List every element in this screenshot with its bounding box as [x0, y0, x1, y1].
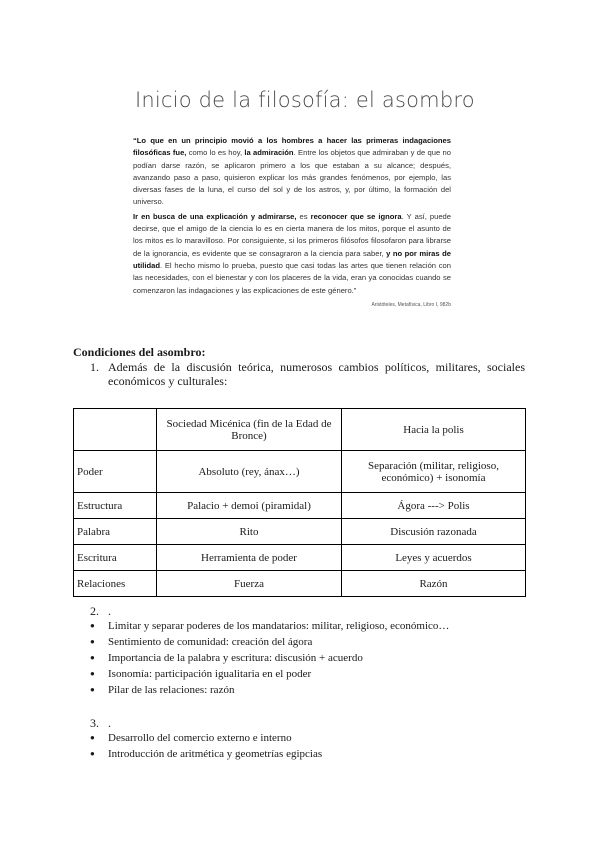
- list-number: 1.: [90, 360, 99, 374]
- quote-block: [133, 135, 451, 311]
- table-cell: Estructura: [74, 493, 157, 519]
- table-cell: [74, 409, 157, 451]
- quote-source: Aristóteles, Metafísica, Libro I, 982b: [371, 301, 451, 308]
- table-row: [74, 545, 526, 571]
- table-cell: Separación (militar, religioso, económico) + isonomía: [342, 451, 526, 493]
- list-text: .: [108, 716, 111, 730]
- list-number: 3.: [90, 716, 99, 730]
- quote-paragraph-1: “Lo que en un principio movió a los hombres a hacer las primeras indagaciones filosóficas fue, como lo es hoy, la admiración. Entre los objetos que admiraban y de que no podían darse razón, se aplicaron primero a los que estaban a su alcance; después, avanzando paso a paso, quisieron explicar los más grandes fenómenos, por ejemplo, las diversas fases de la luna, el curso del sol y de los astros, y, por último, la formación del universo.: [133, 136, 451, 207]
- list-item: ● Introducción de aritmética y geometrías egipcias: [90, 746, 322, 762]
- table-row: [74, 493, 526, 519]
- table-cell: Poder: [74, 451, 157, 493]
- list-text: Además de la discusión teórica, numerosos cambios políticos, militares, sociales económicos y culturales:: [108, 360, 525, 388]
- quote-paragraph-2: Ir en busca de una explicación y admirarse, es reconocer que se ignora. Y así, puede decirse, que el amigo de la ciencia lo es en cierta manera de los mitos, porque el asunto de los mitos es lo maravilloso. Por consiguiente, si los primeros filósofos filosofaron para librarse de la ignorancia, es evidente que se consagraron a la ciencia para saber, y no por miras de utilidad. El hecho mismo lo prueba, puesto que casi todas las artes que tienen relación con las necesidades, con el bienestar y con los placeres de la vida, eran ya conocidas cuando se comenzaron las indagaciones y las explicaciones de este género.”: [133, 211, 451, 295]
- table-row: [74, 451, 526, 493]
- list-item: ● Limitar y separar poderes de los mandatarios: militar, religioso, económico…: [90, 618, 449, 634]
- table-cell: Relaciones: [74, 571, 157, 597]
- list-item-2: [90, 604, 111, 619]
- table-cell: Razón: [342, 571, 526, 597]
- table-cell: Leyes y acuerdos: [342, 545, 526, 571]
- list-text: .: [108, 604, 111, 618]
- table-cell: Hacia la polis: [342, 409, 526, 451]
- page-title: Inicio de la filosofía: el asombro: [135, 88, 475, 112]
- list-item: ● Isonomía: participación igualitaria en el poder: [90, 666, 449, 682]
- table-cell: Palacio + demoi (piramidal): [157, 493, 342, 519]
- list-item: ● Sentimiento de comunidad: creación del ágora: [90, 634, 449, 650]
- comparison-table: [73, 408, 526, 597]
- table-row: [74, 519, 526, 545]
- table-cell: Rito: [157, 519, 342, 545]
- list-number: 2.: [90, 604, 99, 618]
- bullet-list-3: [90, 730, 322, 762]
- table-cell: Herramienta de poder: [157, 545, 342, 571]
- list-item-1: [90, 360, 525, 388]
- table-cell: Palabra: [74, 519, 157, 545]
- table-cell: Fuerza: [157, 571, 342, 597]
- table-cell: Discusión razonada: [342, 519, 526, 545]
- list-item: ● Desarrollo del comercio externo e interno: [90, 730, 322, 746]
- list-item: ● Importancia de la palabra y escritura: discusión + acuerdo: [90, 650, 449, 666]
- table-cell: Ágora ---> Polis: [342, 493, 526, 519]
- bullet-list-2: [90, 618, 449, 698]
- table-cell: Absoluto (rey, ánax…): [157, 451, 342, 493]
- table-row: [74, 571, 526, 597]
- table-header-row: [74, 409, 526, 451]
- table-cell: Escritura: [74, 545, 157, 571]
- list-item-3: [90, 716, 111, 731]
- list-item: ● Pilar de las relaciones: razón: [90, 682, 449, 698]
- section-heading: Condiciones del asombro:: [73, 345, 206, 359]
- table-cell: Sociedad Micénica (fin de la Edad de Bronce): [157, 409, 342, 451]
